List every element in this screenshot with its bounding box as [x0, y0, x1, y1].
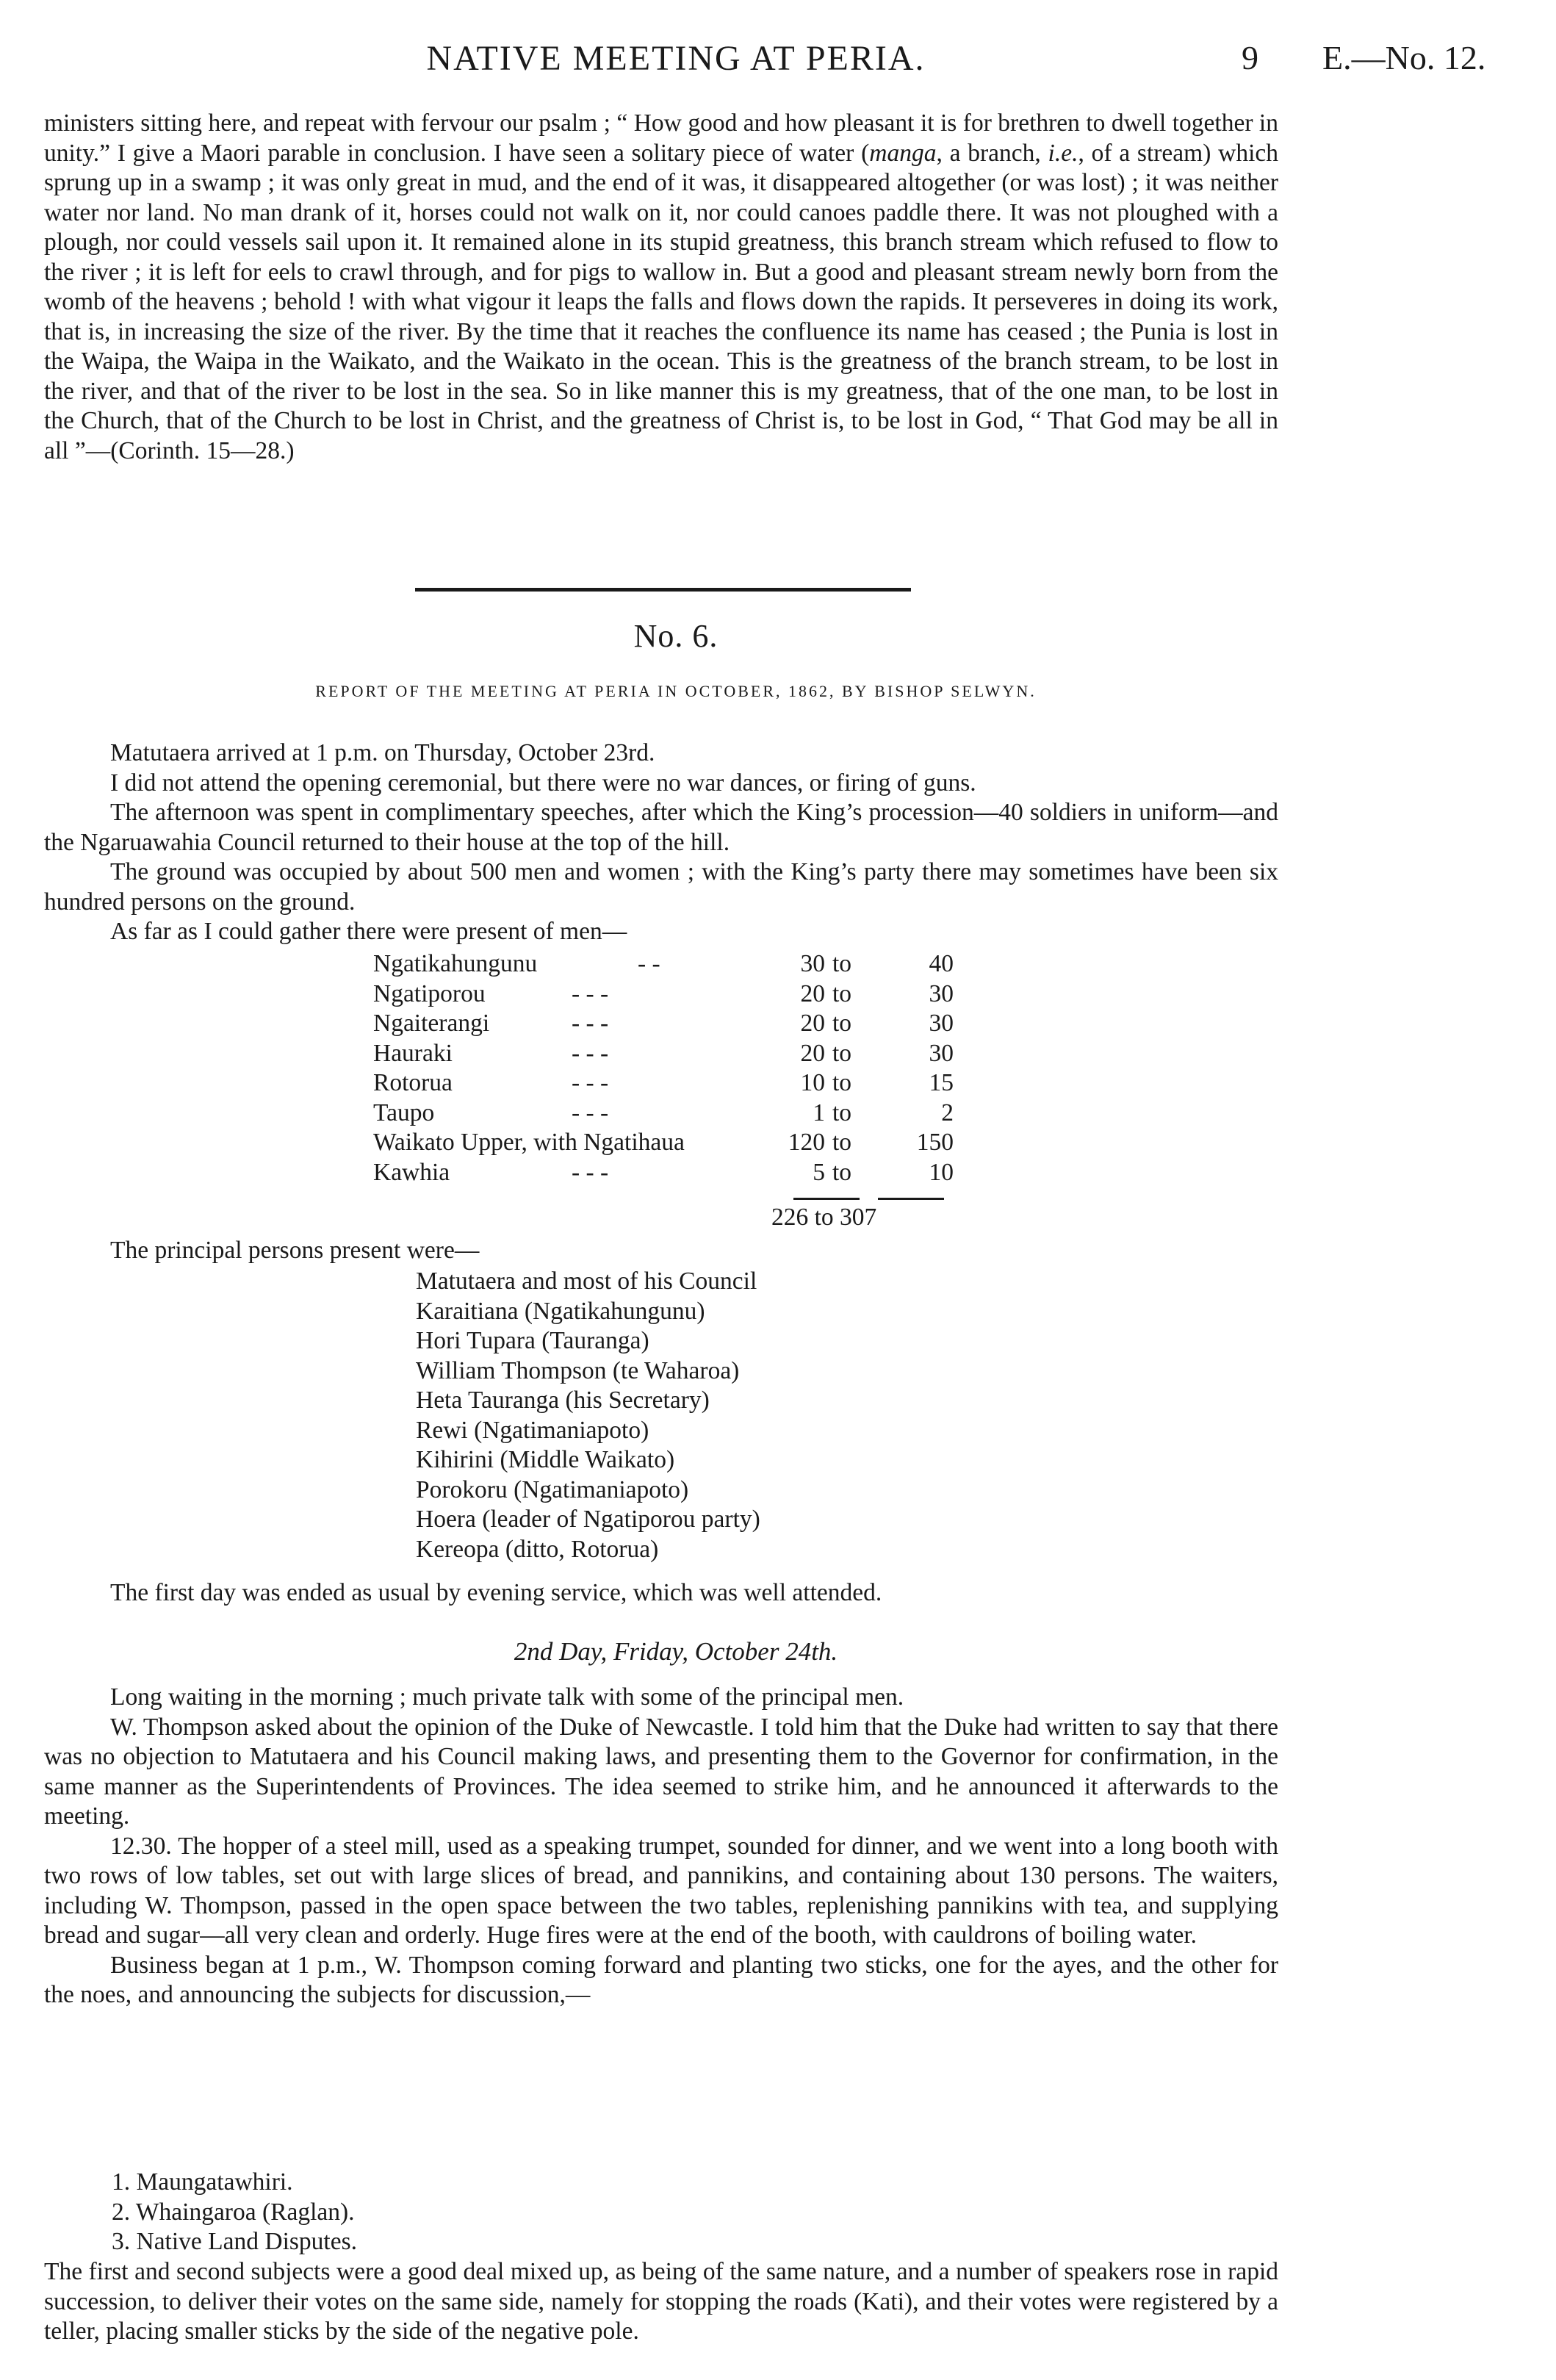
day2-p4: Business began at 1 p.m., W. Thompson coming forward and planting two sticks, one for the ayes, and the other for the noes, and announcing the subjects for discussion,—: [44, 1951, 1278, 2008]
list-item: 1. Maungatawhiri.: [112, 2168, 293, 2196]
leader-dashes: - -: [638, 950, 660, 977]
leader-dashes: - - -: [572, 1099, 609, 1126]
tribe-from: 20: [800, 1010, 825, 1037]
list-item: Kihirini (Middle Waikato): [416, 1446, 675, 1473]
table-row: [373, 949, 1020, 979]
list-item: Matutaera and most of his Council: [416, 1268, 757, 1295]
opening-paragraph: [44, 109, 1278, 466]
tribe-to: 15: [929, 1069, 954, 1096]
tribe-to-word: to: [832, 1099, 852, 1126]
table-row: [373, 1009, 1020, 1039]
tribe-to: 2: [941, 1099, 954, 1126]
running-title: NATIVE MEETING AT PERIA.: [426, 39, 926, 78]
subjects-list: [112, 2168, 357, 2257]
opening-text-a: ministers sitting here, and repeat with fervour our psalm ; “ How good and how pleasant it is for brethren to dwell together in unity.” I give a Maori parable in conclusion. I have seen a solitary piece of water (: [44, 109, 1278, 167]
leader-dashes: - - -: [572, 979, 609, 1007]
principal-intro: The principal persons present were—: [110, 1237, 480, 1264]
total-rule-right: [878, 1198, 944, 1200]
tribe-name: Ngaiterangi: [373, 1010, 490, 1037]
principal-intro-block: [44, 1236, 1278, 1266]
tribe-to-word: to: [832, 950, 852, 977]
day2-p5: The first and second subjects were a good deal mixed up, as being of the same nature, and a number of speakers rose in rapid succession, to deliver their votes on the same side, namely for stopping the roads (Kati), and their votes were registered by a teller, placing smaller sticks by the side of the negative pole.: [44, 2258, 1278, 2345]
tribe-name: Taupo: [373, 1099, 435, 1126]
day1-p4: The ground was occupied by about 500 men and women ; with the King’s party there may sometimes have been six hundred persons on the ground.: [44, 858, 1278, 916]
tribe-from: 5: [813, 1158, 825, 1186]
page-number: 9: [1242, 39, 1258, 76]
tribe-to-word: to: [832, 1069, 852, 1096]
tribes-table: [373, 949, 1020, 1187]
list-item: Hoera (leader of Ngatiporou party): [416, 1506, 760, 1533]
tribe-from: 120: [788, 1129, 825, 1156]
tribe-from: 1: [813, 1099, 825, 1126]
leader-dashes: - - -: [572, 1158, 609, 1186]
day1-p1: Matutaera arrived at 1 p.m. on Thursday, October 23rd.: [110, 739, 655, 766]
day2-title: 2nd Day, Friday, October 24th.: [514, 1637, 838, 1666]
tribe-name: Ngatiporou: [373, 979, 486, 1007]
report-title: REPORT OF THE MEETING AT PERIA IN OCTOBER, 1862, BY BISHOP SELWYN.: [315, 682, 1037, 700]
tribe-to: 30: [929, 1039, 954, 1067]
table-row: [373, 1099, 1020, 1129]
tribe-to-word: to: [832, 979, 852, 1007]
day2-p3: 12.30. The hopper of a steel mill, used as a speaking trumpet, sounded for dinner, and we went into a long booth with two rows of low tables, set out with large slices of bread, and pannikins, and containing about 130 persons. The waiters, including W. Thompson, passed in the open space between the two tables, replenishing pannikins with tea, and supplying bread and sugar—all very clean and orderly. Huge fires were at the end of the booth, with cauldrons of boiling water.: [44, 1832, 1278, 1949]
day2-paragraphs: [44, 1683, 1278, 2010]
tribe-name: Kawhia: [373, 1158, 450, 1186]
list-item: William Thompson (te Waharoa): [416, 1356, 740, 1384]
tribes-total: 226 to 307: [771, 1204, 877, 1231]
list-item: 3. Native Land Disputes.: [112, 2228, 358, 2255]
list-item: Hori Tupara (Tauranga): [416, 1327, 649, 1354]
paper-code: E.—No. 12.: [1322, 39, 1486, 76]
leader-dashes: - - -: [572, 1069, 609, 1096]
section-divider: [415, 588, 911, 592]
day1-p3: The afternoon was spent in complimentary speeches, after which the King’s procession—40 soldiers in uniform—and the Ngaruawahia Council returned to their house at the top of the hill.: [44, 799, 1278, 856]
principal-persons-list: [416, 1267, 760, 1564]
tribe-to: 150: [916, 1129, 954, 1156]
opening-text-b: , a branch,: [936, 139, 1048, 167]
day1-paragraphs: [44, 738, 1278, 947]
table-row: [373, 1039, 1020, 1069]
list-item: Kereopa (ditto, Rotorua): [416, 1535, 659, 1563]
tribe-from: 30: [800, 950, 825, 977]
tribe-to-word: to: [832, 1010, 852, 1037]
table-row: [373, 1128, 1020, 1158]
section-number: No. 6.: [633, 618, 718, 654]
tribe-name: Rotorua: [373, 1069, 453, 1096]
tribe-to-word: to: [832, 1129, 852, 1156]
tribe-name: Hauraki: [373, 1039, 453, 1067]
total-rule-left: [793, 1198, 860, 1200]
day1-end-block: [44, 1578, 1278, 1608]
tribe-name: Ngatikahungunu: [373, 950, 538, 977]
day1-end: The first day was ended as usual by evening service, which was well attended.: [110, 1579, 882, 1606]
list-item: Karaitiana (Ngatikahungunu): [416, 1297, 705, 1325]
tribe-name: Waikato Upper, with Ngatihaua: [373, 1129, 685, 1156]
day1-p2: I did not attend the opening ceremonial, but there were no war dances, or firing of guns.: [110, 769, 976, 797]
tribe-from: 20: [800, 979, 825, 1007]
tribe-to: 40: [929, 950, 954, 977]
day1-p5: As far as I could gather there were present of men—: [110, 918, 627, 945]
list-item: Heta Tauranga (his Secretary): [416, 1387, 710, 1414]
tribe-from: 10: [800, 1069, 825, 1096]
tribe-to-word: to: [832, 1039, 852, 1067]
leader-dashes: - - -: [572, 1010, 609, 1037]
table-row: [373, 979, 1020, 1010]
leader-dashes: - - -: [572, 1039, 609, 1067]
list-item: Rewi (Ngatimaniapoto): [416, 1416, 649, 1444]
list-item: 2. Whaingaroa (Raglan).: [112, 2198, 355, 2226]
tribe-from: 20: [800, 1039, 825, 1067]
tribe-to: 10: [929, 1158, 954, 1186]
tribe-to: 30: [929, 1010, 954, 1037]
table-row: [373, 1068, 1020, 1099]
opening-italic-ie: i.e.: [1048, 139, 1078, 167]
day2-p2: W. Thompson asked about the opinion of the Duke of Newcastle. I told him that the Duke had written to say that there was no objection to Matutaera and his Council making laws, and presenting them to the Governor for confirmation, in the same manner as the Superintendents of Provinces. The idea seemed to strike him, and he announced it afterwards to the meeting.: [44, 1713, 1278, 1830]
tribe-to-word: to: [832, 1158, 852, 1186]
table-row: [373, 1158, 1020, 1188]
opening-text-c: , of a stream) which sprung up in a swamp ; it was only great in mud, and the end of it was, it disappeared altogether (or was lost) ; it was neither water nor land. No man drank of it, horses could not walk on it, nor could canoes paddle there. It was not ploughed with a plough, nor could vessels sail upon it. It remained alone in its stupid greatness, this branch stream which refused to flow to the river ; it is left for eels to crawl through, and for pigs to wallow in. But a good and pleasant stream newly born from the womb of the heavens ; behold ! with what vigour it leaps the falls and flows down the rapids. It perseveres in doing its work, that is, in increasing the size of the river. By the time that it reaches the confluence its name has ceased ; the Punia is lost in the Waipa, the Waipa in the Waikato, and the Waikato in the ocean. This is the greatness of the branch stream, to be lost in the river, and that of the river to be lost in the sea. So in like manner this is my greatness, that of the one man, to be lost in the Church, that of the Church to be lost in Christ, and the greatness of Christ is, to be lost in God, “ That God may be all in all ”—(Corinth. 15—28.): [44, 139, 1278, 464]
day2-closing: [44, 2257, 1278, 2347]
day2-p1: Long waiting in the morning ; much private talk with some of the principal men.: [110, 1683, 904, 1711]
tribe-to: 30: [929, 979, 954, 1007]
opening-italic-manga: manga: [869, 139, 937, 167]
list-item: Porokoru (Ngatimaniapoto): [416, 1475, 689, 1503]
